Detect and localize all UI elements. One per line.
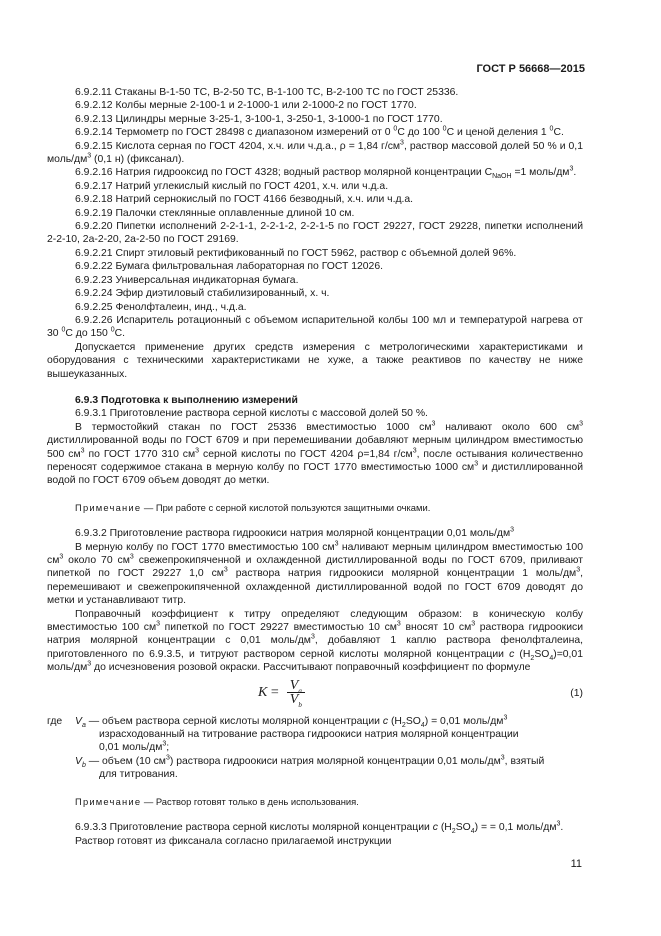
paragraph-correction-factor: Поправочный коэффициент к титру определяют следующим образом: в коническую колбу вместимостью 100 $см^3$ пипеткой по ГОСТ 29227 вместимостью 10 $см^3$ вносят 10 $см^3$ раствора гидроокиси натрия молярной концентрации с 0,01 моль/$дм^3$, добавляют 1 каплю раствора фенолфталеина, приготовленного по 6.9.3.5, и титруют раствором серной кислоты молярной концентрации с $(H_2SO_4)=0,01$ моль/$дм^3$ до исчезновения розовой окраски. Рассчитывают поправочный коэффициент по формуле (47, 608, 583, 674)
formula-fraction: $\frac{V_a}{V_b}$ (287, 679, 305, 707)
item-6-9-2-20: 6.9.2.20 Пипетки исполнений 2-2-1-1, 2-2-1-2, 2-2-1-5 по ГОСТ 29227, ГОСТ 29228, пипетки исполнений 2-2-10, 2а-2-20, 2а-2-50 по ГОСТ 29169. (47, 221, 583, 246)
section-heading-6-9-3: 6.9.3 Подготовка к выполнению измерений (75, 394, 298, 406)
formula-number: (1) (570, 687, 583, 699)
page-number: 11 (570, 858, 582, 870)
item-6-9-2-25: 6.9.2.25 Фенолфталеин, инд., ч.д.а. (75, 301, 247, 313)
note-same-day: Примечание — Раствор готовят только в день использования. (75, 795, 359, 807)
paragraph-allowed-alternatives: Допускается применение других средств измерения с метрологическими характеристиками и оборудования с техническими характеристиками не хуже, а также реактивов по качеству не ниже вышеуказанных. (47, 341, 583, 380)
formula-legend-va: где $V_a$ — объем раствора серной кислоты молярной концентрации c $(H_2SO_4) = 0,01$ моль/$дм^3$ израсходованный на титрование раствора гидроокиси натрия молярной концентрации 0,01 моль/$дм^3$; (47, 714, 519, 754)
paragraph-6-9-3-1: В термостойкий стакан по ГОСТ 25336 вместимостью 1000 $см^3$ наливают около 600 $см^3$ дистиллированной воды по ГОСТ 6709 и при перемешивании добавляют мерным цилиндром вместимостью 500 $см^3$ по ГОСТ 1770 310 $см^3$ серной кислоты по ГОСТ 4204 ρ=1,84 $г/см^3$, после остывания количественно переносят содержимое стакана в мерную колбу по ГОСТ 1770 вместимостью 1000 $см^3$ и дистиллированной водой по ГОСТ 6709 объем доводят до метки. (47, 420, 584, 487)
item-6-9-2-11: 6.9.2.11 Стаканы В-1-50 ТС, В-2-50 ТС, В-1-100 ТС, В-2-100 ТС по ГОСТ 25336. (75, 87, 459, 98)
document-body (47, 86, 583, 848)
formula-legend-vb: $V_b$ — объем (10 $см^3$) раствора гидроокиси натрия молярной концентрации 0,01 моль/$дм^3$, взятый для титрования. (75, 754, 545, 781)
item-6-9-3-2-title: 6.9.3.2 Приготовление раствора гидроокиси натрия молярной концентрации 0,01 моль/$дм^3$ (75, 526, 515, 540)
item-6-9-2-15: 6.9.2.15 Кислота серная по ГОСТ 4204, х.ч. или ч.д.а., ρ = 1,84 $г/см^3$, раствор массовой долей 50 % и 0,1 моль/$дм^3$ (0,1 н) (фиксанал). (47, 139, 583, 166)
item-6-9-2-14: 6.9.2.14 Термометр по ГОСТ 28498 с диапазоном измерений от 0 $^0$С до 100 $^0$С и ценой деления 1 $^0$С. (75, 125, 564, 139)
where-label: где (47, 715, 63, 727)
note-safety: Примечание — При работе с серной кислотой пользуются защитными очками. (75, 501, 431, 513)
item-6-9-3-3: 6.9.3.3 Приготовление раствора серной кислоты молярной концентрации с $(H_2SO_4)$ = = 0,1 моль/$дм^3$. (75, 820, 564, 836)
item-6-9-3-1-title: 6.9.3.1 Приготовление раствора серной кислоты с массовой долей 50 %. (75, 408, 428, 420)
item-6-9-2-22: 6.9.2.22 Бумага фильтровальная лабораторная по ГОСТ 12026. (75, 261, 384, 273)
formula-1 (47, 675, 583, 715)
item-6-9-2-17: 6.9.2.17 Натрий углекислый кислый по ГОСТ 4201, х.ч. или ч.д.а. (75, 180, 389, 192)
note-label: Примечание (75, 501, 142, 513)
item-6-9-2-21: 6.9.2.21 Спирт этиловый ректификованный по ГОСТ 5962, раствор с объемной долей 96%. (75, 247, 517, 259)
item-6-9-2-12: 6.9.2.12 Колбы мерные 2-100-1 и 2-1000-1 или 2-1000-2 по ГОСТ 1770. (75, 100, 417, 112)
item-6-9-2-18: 6.9.2.18 Натрий сернокислый по ГОСТ 4166 безводный, х.ч. или ч.д.а. (75, 194, 414, 206)
paragraph-fixanal: Раствор готовят из фиксанала согласно прилагаемой инструкции (75, 835, 392, 847)
item-6-9-2-26: 6.9.2.26 Испаритель ротационный с объемом испарительной колбы 100 мл и температурой нагрева от 30 $^0$С до 150 $^0$С. (47, 314, 583, 340)
item-6-9-2-23: 6.9.2.23 Универсальная индикаторная бумага. (75, 274, 299, 286)
item-6-9-2-16: 6.9.2.16 Натрия гидрооксид по ГОСТ 4328; водный раствор молярной концентрации $С_{NaOH} =1$ моль/$дм^3$. (75, 165, 577, 181)
item-6-9-2-13: 6.9.2.13 Цилиндры мерные 3-25-1, 3-100-1, 3-250-1, 3-1000-1 по ГОСТ 1770. (75, 113, 443, 125)
standard-header: ГОСТ Р 56668—2015 (476, 63, 585, 75)
item-6-9-2-24: 6.9.2.24 Эфир диэтиловый стабилизированный, х. ч. (75, 288, 330, 300)
item-6-9-2-19: 6.9.2.19 Палочки стеклянные оплавленные длиной 10 см. (75, 207, 355, 219)
formula-expression: K = $\frac{V_a}{V_b}$ (258, 679, 305, 707)
paragraph-6-9-3-2: В мерную колбу по ГОСТ 1770 вместимостью 100 $см^3$ наливают мерным цилиндром вместимостью 100 $см^3$ около 70 $см^3$ свежепрокипяченной и охлажденной дистиллированной воды по ГОСТ 6709, приливают пипеткой по ГОСТ 29227 1,0 $см^3$ раствора натрия гидроокиси молярной концентрации 1 моль/$дм^3$, перемешивают и свежепрокипяченной охлажденной дистиллированной водой по ГОСТ 6709 доводят до метки и устанавливают титр. (47, 540, 583, 607)
